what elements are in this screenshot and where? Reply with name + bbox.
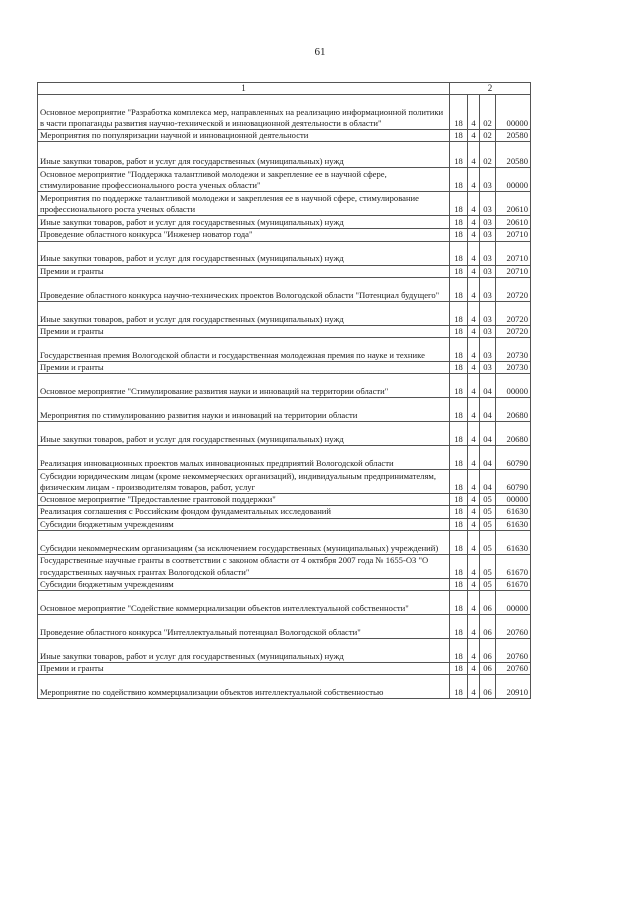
- row-description: Иные закупки товаров, работ и услуг для государственных (муниципальных) нужд: [38, 639, 450, 663]
- row-code-c: 05: [480, 518, 496, 530]
- row-description: Проведение областного конкурса научно-технических проектов Вологодской области "Потенциал будущего": [38, 277, 450, 301]
- row-code-d: 61670: [496, 578, 531, 590]
- row-code-c: 06: [480, 675, 496, 699]
- row-code-d: 20730: [496, 338, 531, 362]
- table-row: [38, 675, 531, 699]
- row-code-c: 05: [480, 578, 496, 590]
- row-code-b: 4: [468, 130, 480, 142]
- row-code-a: 18: [450, 591, 468, 615]
- row-code-a: 18: [450, 663, 468, 675]
- row-code-b: 4: [468, 338, 480, 362]
- row-description: Премии и гранты: [38, 663, 450, 675]
- row-description: Иные закупки товаров, работ и услуг для государственных (муниципальных) нужд: [38, 241, 450, 265]
- row-code-a: 18: [450, 398, 468, 422]
- table-body: [38, 95, 531, 699]
- row-code-d: 20680: [496, 398, 531, 422]
- row-code-c: 05: [480, 554, 496, 578]
- row-code-c: 03: [480, 168, 496, 192]
- table-row: [38, 554, 531, 578]
- row-code-a: 18: [450, 578, 468, 590]
- row-description: Мероприятие по содействию коммерциализации объектов интеллектуальной собственностью: [38, 675, 450, 699]
- row-code-a: 18: [450, 277, 468, 301]
- row-code-c: 04: [480, 398, 496, 422]
- row-code-b: 4: [468, 325, 480, 337]
- row-code-b: 4: [468, 374, 480, 398]
- table-row: [38, 374, 531, 398]
- table-row: [38, 168, 531, 192]
- row-code-b: 4: [468, 398, 480, 422]
- row-code-d: 00000: [496, 95, 531, 130]
- row-code-c: 03: [480, 362, 496, 374]
- row-code-c: 03: [480, 265, 496, 277]
- row-code-c: 03: [480, 301, 496, 325]
- table-row: [38, 216, 531, 229]
- row-code-c: 06: [480, 591, 496, 615]
- row-description: Государственные научные гранты в соответствии с законом области от 4 октября 2007 года № 1655-ОЗ "О государственных научных грантах Вологодской области": [38, 554, 450, 578]
- row-code-c: 03: [480, 192, 496, 216]
- table-row: [38, 362, 531, 374]
- row-code-a: 18: [450, 168, 468, 192]
- row-code-a: 18: [450, 265, 468, 277]
- table-row: [38, 142, 531, 168]
- table-row: [38, 615, 531, 639]
- row-code-b: 4: [468, 578, 480, 590]
- row-code-a: 18: [450, 518, 468, 530]
- row-code-a: 18: [450, 325, 468, 337]
- row-code-c: 06: [480, 639, 496, 663]
- row-code-c: 02: [480, 130, 496, 142]
- row-code-c: 03: [480, 229, 496, 241]
- row-code-c: 05: [480, 530, 496, 554]
- row-code-d: 20720: [496, 325, 531, 337]
- row-description: Субсидии юридическим лицам (кроме некоммерческих организаций), индивидуальным предпринимателям, физическим лицам - производителям товаров, работ, услуг: [38, 470, 450, 494]
- row-description: Премии и гранты: [38, 325, 450, 337]
- row-code-b: 4: [468, 192, 480, 216]
- row-code-c: 03: [480, 277, 496, 301]
- row-code-b: 4: [468, 422, 480, 446]
- row-code-b: 4: [468, 265, 480, 277]
- row-code-b: 4: [468, 301, 480, 325]
- row-code-d: 20680: [496, 422, 531, 446]
- row-code-b: 4: [468, 142, 480, 168]
- row-description: Проведение областного конкурса "Интеллектуальный потенциал Вологодской области": [38, 615, 450, 639]
- row-code-b: 4: [468, 241, 480, 265]
- row-code-c: 03: [480, 216, 496, 229]
- row-code-d: 61630: [496, 506, 531, 518]
- row-description: Мероприятия по поддержке талантливой молодежи и закрепления ее в научной сфере, стимулирование профессионального роста ученых области: [38, 192, 450, 216]
- row-description: Государственная премия Вологодской области и государственная молодежная премия по науке и технике: [38, 338, 450, 362]
- table-row: [38, 663, 531, 675]
- row-code-c: 04: [480, 374, 496, 398]
- row-code-a: 18: [450, 374, 468, 398]
- row-description: Субсидии бюджетным учреждениям: [38, 518, 450, 530]
- row-code-a: 18: [450, 241, 468, 265]
- table-row: [38, 578, 531, 590]
- table-row: [38, 470, 531, 494]
- row-code-a: 18: [450, 142, 468, 168]
- row-code-a: 18: [450, 615, 468, 639]
- row-code-b: 4: [468, 554, 480, 578]
- row-code-c: 02: [480, 95, 496, 130]
- table-row: [38, 518, 531, 530]
- row-code-a: 18: [450, 301, 468, 325]
- row-code-d: 61670: [496, 554, 531, 578]
- row-code-b: 4: [468, 216, 480, 229]
- row-code-a: 18: [450, 192, 468, 216]
- row-description: Проведение областного конкурса "Инженер новатор года": [38, 229, 450, 241]
- page-number: 61: [314, 46, 326, 58]
- row-code-d: 20710: [496, 241, 531, 265]
- row-code-a: 18: [450, 470, 468, 494]
- row-code-d: 00000: [496, 494, 531, 506]
- table-row: [38, 241, 531, 265]
- row-code-d: 00000: [496, 591, 531, 615]
- row-code-d: 20580: [496, 130, 531, 142]
- table-row: [38, 301, 531, 325]
- row-code-c: 04: [480, 422, 496, 446]
- row-code-b: 4: [468, 663, 480, 675]
- row-description: Основное мероприятие "Поддержка талантливой молодежи и закрепление ее в научной сфере, стимулирование профессионального роста ученых области": [38, 168, 450, 192]
- row-code-b: 4: [468, 470, 480, 494]
- row-code-d: 20710: [496, 229, 531, 241]
- row-code-c: 06: [480, 663, 496, 675]
- table-row: [38, 130, 531, 142]
- row-description: Основное мероприятие "Предоставление грантовой поддержки": [38, 494, 450, 506]
- row-description: Премии и гранты: [38, 265, 450, 277]
- table-row: [38, 530, 531, 554]
- row-code-d: 20760: [496, 663, 531, 675]
- row-code-b: 4: [468, 615, 480, 639]
- row-code-c: 06: [480, 615, 496, 639]
- row-code-c: 03: [480, 338, 496, 362]
- header-col-2: 2: [450, 83, 531, 95]
- row-code-d: 20760: [496, 615, 531, 639]
- row-code-a: 18: [450, 530, 468, 554]
- table-row: [38, 95, 531, 130]
- header-col-1: 1: [38, 83, 450, 95]
- row-code-d: 20730: [496, 362, 531, 374]
- row-description: Мероприятия по стимулированию развития науки и инноваций на территории области: [38, 398, 450, 422]
- row-code-a: 18: [450, 95, 468, 130]
- row-code-d: 60790: [496, 470, 531, 494]
- table-row: [38, 277, 531, 301]
- row-description: Иные закупки товаров, работ и услуг для государственных (муниципальных) нужд: [38, 422, 450, 446]
- row-code-c: 03: [480, 325, 496, 337]
- budget-table: [37, 82, 531, 699]
- row-description: Субсидии бюджетным учреждениям: [38, 578, 450, 590]
- row-code-b: 4: [468, 446, 480, 470]
- table-row: [38, 446, 531, 470]
- row-description: Реализация инновационных проектов малых инновационных предприятий Вологодской области: [38, 446, 450, 470]
- row-code-d: 00000: [496, 168, 531, 192]
- row-description: Иные закупки товаров, работ и услуг для государственных (муниципальных) нужд: [38, 301, 450, 325]
- row-code-b: 4: [468, 639, 480, 663]
- table-row: [38, 422, 531, 446]
- row-code-d: 20910: [496, 675, 531, 699]
- row-code-b: 4: [468, 506, 480, 518]
- row-code-a: 18: [450, 216, 468, 229]
- row-description: Основное мероприятие "Разработка комплекса мер, направленных на реализацию информационной политики в части пропаганды развития научно-технической и инновационной деятельности в области": [38, 95, 450, 130]
- row-code-c: 04: [480, 470, 496, 494]
- row-code-b: 4: [468, 530, 480, 554]
- row-code-b: 4: [468, 168, 480, 192]
- row-code-c: 02: [480, 142, 496, 168]
- row-code-c: 05: [480, 494, 496, 506]
- table-header-row: [38, 83, 531, 95]
- row-code-a: 18: [450, 338, 468, 362]
- row-code-b: 4: [468, 277, 480, 301]
- row-code-a: 18: [450, 362, 468, 374]
- row-code-d: 61630: [496, 518, 531, 530]
- table-row: [38, 338, 531, 362]
- row-code-d: 20720: [496, 277, 531, 301]
- row-code-b: 4: [468, 591, 480, 615]
- row-code-d: 20720: [496, 301, 531, 325]
- table-row: [38, 325, 531, 337]
- table-row: [38, 229, 531, 241]
- row-description: Основное мероприятие "Стимулирование развития науки и инноваций на территории области": [38, 374, 450, 398]
- row-code-c: 04: [480, 446, 496, 470]
- row-description: Субсидии некоммерческим организациям (за исключением государственных (муниципальных) учреждений): [38, 530, 450, 554]
- row-code-b: 4: [468, 362, 480, 374]
- row-description: Основное мероприятие "Содействие коммерциализации объектов интеллектуальной собственности": [38, 591, 450, 615]
- row-code-a: 18: [450, 130, 468, 142]
- row-code-b: 4: [468, 494, 480, 506]
- row-description: Премии и гранты: [38, 362, 450, 374]
- row-code-d: 20760: [496, 639, 531, 663]
- table-row: [38, 591, 531, 615]
- row-code-d: 60790: [496, 446, 531, 470]
- row-code-a: 18: [450, 506, 468, 518]
- row-code-c: 03: [480, 241, 496, 265]
- row-code-b: 4: [468, 229, 480, 241]
- row-code-a: 18: [450, 422, 468, 446]
- row-description: Иные закупки товаров, работ и услуг для государственных (муниципальных) нужд: [38, 142, 450, 168]
- table-row: [38, 494, 531, 506]
- row-code-d: 20610: [496, 216, 531, 229]
- table-row: [38, 639, 531, 663]
- row-code-b: 4: [468, 95, 480, 130]
- table-row: [38, 265, 531, 277]
- table-row: [38, 192, 531, 216]
- row-description: Реализация соглашения с Российским фондом фундаментальных исследований: [38, 506, 450, 518]
- row-code-a: 18: [450, 554, 468, 578]
- row-code-d: 20710: [496, 265, 531, 277]
- row-code-d: 20610: [496, 192, 531, 216]
- row-description: Мероприятия по популяризации научной и инновационной деятельности: [38, 130, 450, 142]
- row-code-d: 61630: [496, 530, 531, 554]
- table-row: [38, 506, 531, 518]
- row-code-a: 18: [450, 446, 468, 470]
- table-row: [38, 398, 531, 422]
- row-code-b: 4: [468, 675, 480, 699]
- row-code-b: 4: [468, 518, 480, 530]
- row-description: Иные закупки товаров, работ и услуг для государственных (муниципальных) нужд: [38, 216, 450, 229]
- row-code-a: 18: [450, 675, 468, 699]
- row-code-a: 18: [450, 639, 468, 663]
- row-code-d: 20580: [496, 142, 531, 168]
- row-code-a: 18: [450, 494, 468, 506]
- row-code-c: 05: [480, 506, 496, 518]
- row-code-a: 18: [450, 229, 468, 241]
- row-code-d: 00000: [496, 374, 531, 398]
